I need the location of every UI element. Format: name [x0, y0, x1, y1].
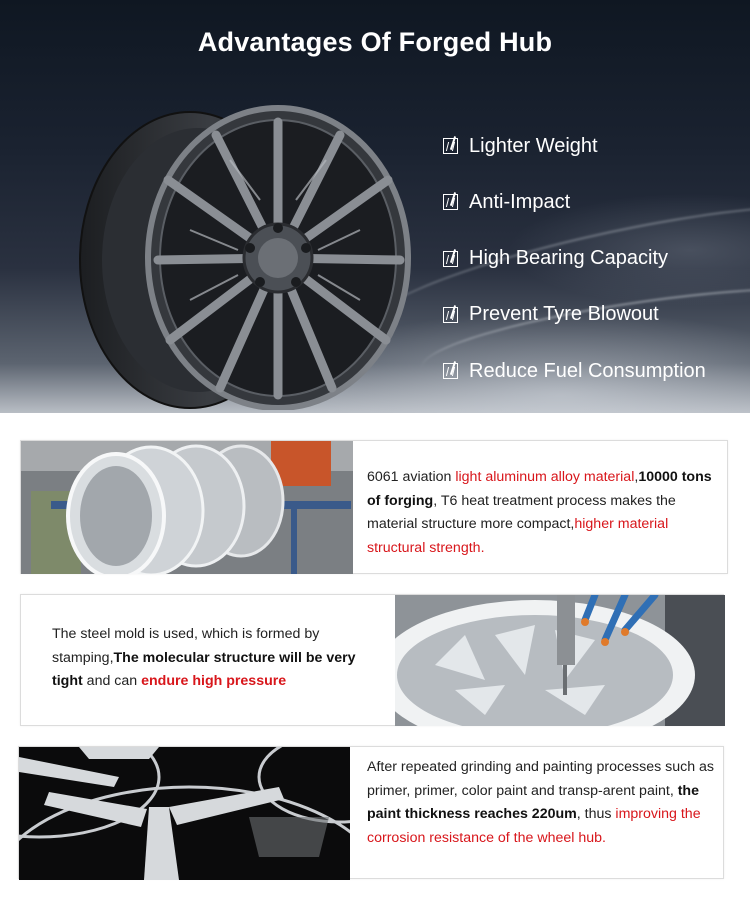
- feature-description: [367, 756, 717, 850]
- text-segment: The steel mold is used, which is formed by stamping,: [52, 626, 320, 666]
- highlight-bold: 10000 tons of forging: [367, 469, 712, 509]
- text-segment: .: [480, 539, 485, 556]
- text-segment: .: [602, 829, 606, 846]
- text-segment: ,: [634, 469, 639, 485]
- highlight-red: endure high pressure: [141, 673, 287, 689]
- text-segment: , thus: [576, 806, 616, 822]
- checkbox-checked-icon: [443, 194, 458, 210]
- highlight-bold: The molecular structure will be very tight: [52, 649, 356, 689]
- highlight-red: improving the corrosion resistance of the wheel hub: [367, 806, 701, 846]
- checkbox-checked-icon: [443, 363, 458, 379]
- feature-card-molding: [20, 594, 724, 726]
- highlight-red: higher material structural strength: [367, 516, 669, 556]
- benefit-item: [443, 299, 743, 331]
- checkbox-checked-icon: [443, 251, 458, 267]
- hero-banner: [0, 0, 750, 413]
- benefit-label: Prevent Tyre Blowout: [469, 303, 659, 326]
- wheel-icon: [70, 100, 420, 410]
- feature-card-material: [20, 440, 728, 574]
- benefit-label: Reduce Fuel Consumption: [469, 359, 706, 382]
- text-segment: and can: [82, 673, 142, 689]
- forged-wheel-image: [70, 100, 420, 410]
- benefit-item: [443, 186, 743, 218]
- text-segment: 6061 aviation: [367, 469, 456, 485]
- text-segment: , T6 heat treatment process makes the material structure more compact,: [367, 492, 676, 532]
- highlight-red: light aluminum alloy material: [455, 469, 635, 485]
- highlight-bold: the paint thickness reaches 220um: [367, 782, 699, 822]
- feature-card-painting: [18, 746, 724, 879]
- benefit-item: [443, 130, 743, 162]
- checkbox-checked-icon: [443, 138, 458, 154]
- aluminum-wheel-barrels-photo: [21, 441, 353, 574]
- benefit-label: Lighter Weight: [469, 134, 598, 157]
- cnc-machining-wheel-photo: [395, 595, 725, 726]
- benefits-list: [443, 130, 743, 411]
- checkbox-checked-icon: [443, 307, 458, 323]
- benefit-label: High Bearing Capacity: [469, 247, 668, 270]
- benefit-item: [443, 243, 743, 275]
- feature-description: [52, 623, 372, 694]
- painted-black-wheels-photo: [19, 747, 350, 880]
- page-title: Advantages Of Forged Hub: [197, 27, 553, 57]
- feature-description: [367, 466, 723, 560]
- benefit-item: [443, 355, 743, 387]
- benefit-label: Anti-Impact: [469, 190, 571, 213]
- text-segment: After repeated grinding and painting processes such as primer, primer, color paint and transp-arent paint,: [367, 759, 715, 799]
